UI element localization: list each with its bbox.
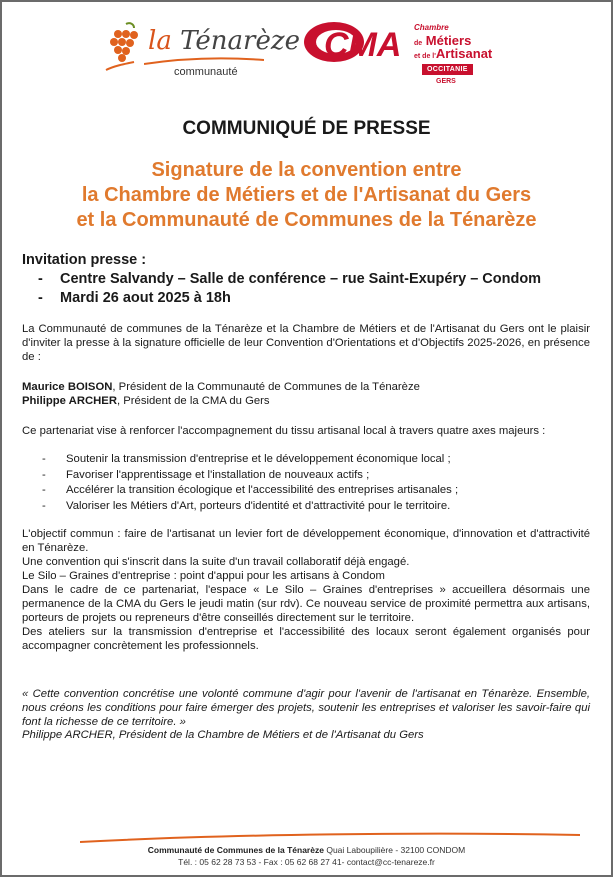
swoosh-decoration <box>144 56 264 66</box>
partnership-paragraph: Ce partenariat vise à renforcer l'accompagnement du tissu artisanal local à travers quatre axes majeurs : <box>22 425 546 437</box>
paragraph: Une convention qui s'inscrit dans la suite d'un travail collaboratif déjà engagé. <box>22 556 410 568</box>
list-item: - Soutenir la transmission d'entreprise et le développement économique local ; <box>42 452 458 468</box>
attendee: Maurice BOISON, Président de la Communauté de Communes de la Ténarèze <box>22 381 420 393</box>
attendees <box>22 380 590 408</box>
footer-contacts: Tél. : 05 62 28 73 53 - Fax : 05 62 68 27 41- contact@cc-tenareze.fr <box>178 857 435 867</box>
list-item: - Valoriser les Métiers d'Art, porteurs d'identité et d'attractivité pour le territoire. <box>42 499 458 515</box>
list-item: - Accélérer la transition écologique et l'accessibilité des entreprises artisanales ; <box>42 483 458 499</box>
title-line: Signature de la convention entre <box>151 159 462 181</box>
footer-address: Communauté de Communes de la Ténarèze Quai Laboupilière - 32100 CONDOM <box>147 845 466 855</box>
tenareze-name: la Ténarèze <box>148 26 300 56</box>
paragraph: Des ateliers sur la transmission d'entreprise et l'accessibilité des locaux seront également organisés pour accompagner concrètement les professionnels. <box>22 626 590 652</box>
intro-paragraph: La Communauté de communes de la Ténarèze et la Chambre de Métiers et de l'Artisanat du Gers ont le plaisir d'inviter la presse à la signature officielle de leur Convention d'Orientations et d'Objectifs 2025-2026, en présence de : <box>22 323 590 363</box>
objective-section <box>22 527 590 653</box>
cma-dept: GERS <box>436 78 456 85</box>
title-line: la Chambre de Métiers et de l'Artisanat du Gers <box>81 184 532 206</box>
paragraph: Dans le cadre de ce partenariat, l'espace « Le Silo – Graines d'entreprises » accueillera désormais une permanence de la CMA du Gers le jeudi matin (sur rdv). Ce nouveau service de proximité permettra aux artisans, porteurs de projets ou repreneurs d'être conseillés directement sur le territoire. <box>22 584 590 624</box>
attendee: Philippe ARCHER, Président de la CMA du Gers <box>22 395 270 407</box>
document-title <box>0 158 613 233</box>
cma-name: Chambre de Métiers et de l'Artisanat <box>414 23 493 61</box>
cma-mark-text: CMA <box>324 26 402 64</box>
footer-swoosh <box>80 832 580 844</box>
grape-icon <box>104 22 144 72</box>
paragraph: Le Silo – Graines d'entreprise : point d'appui pour les artisans à Condom <box>22 570 385 582</box>
tenareze-logo <box>104 20 300 82</box>
invitation-details <box>38 270 541 308</box>
quote: « Cette convention concrétise une volonté commune d'agir pour l'avenir de l'artisanat en Ténarèze. Ensemble, nous créons les conditions pour faire émerger des projets, soutenir les entreprises et valoriser les savoir-faire qui font la richesse de ce territoire. » <box>22 688 590 728</box>
invitation-label: Invitation presse : <box>22 252 147 268</box>
title-line: et la Communauté de Communes de la Ténarèze <box>76 209 537 231</box>
axes-list <box>42 452 458 514</box>
cma-region-badge: OCCITANIE <box>422 64 473 75</box>
cma-mark-icon <box>304 18 412 68</box>
paragraph: L'objectif commun : faire de l'artisanat un levier fort de développement économique, d'innovation et d'attractivité en Ténarèze. <box>22 528 590 554</box>
invitation-date: - Mardi 26 aout 2025 à 18h <box>38 289 541 308</box>
quote-author: Philippe ARCHER, Président de la Chambre de Métiers et de l'Artisanat du Gers <box>22 729 424 741</box>
list-item: - Favoriser l'apprentissage et l'installation de nouveaux actifs ; <box>42 468 458 484</box>
tenareze-subtitle: communauté <box>174 66 238 78</box>
cma-logo <box>304 18 494 98</box>
press-heading: COMMUNIQUÉ DE PRESSE <box>182 118 431 139</box>
invitation-location: - Centre Salvandy – Salle de conférence – rue Saint-Exupéry – Condom <box>38 270 541 289</box>
